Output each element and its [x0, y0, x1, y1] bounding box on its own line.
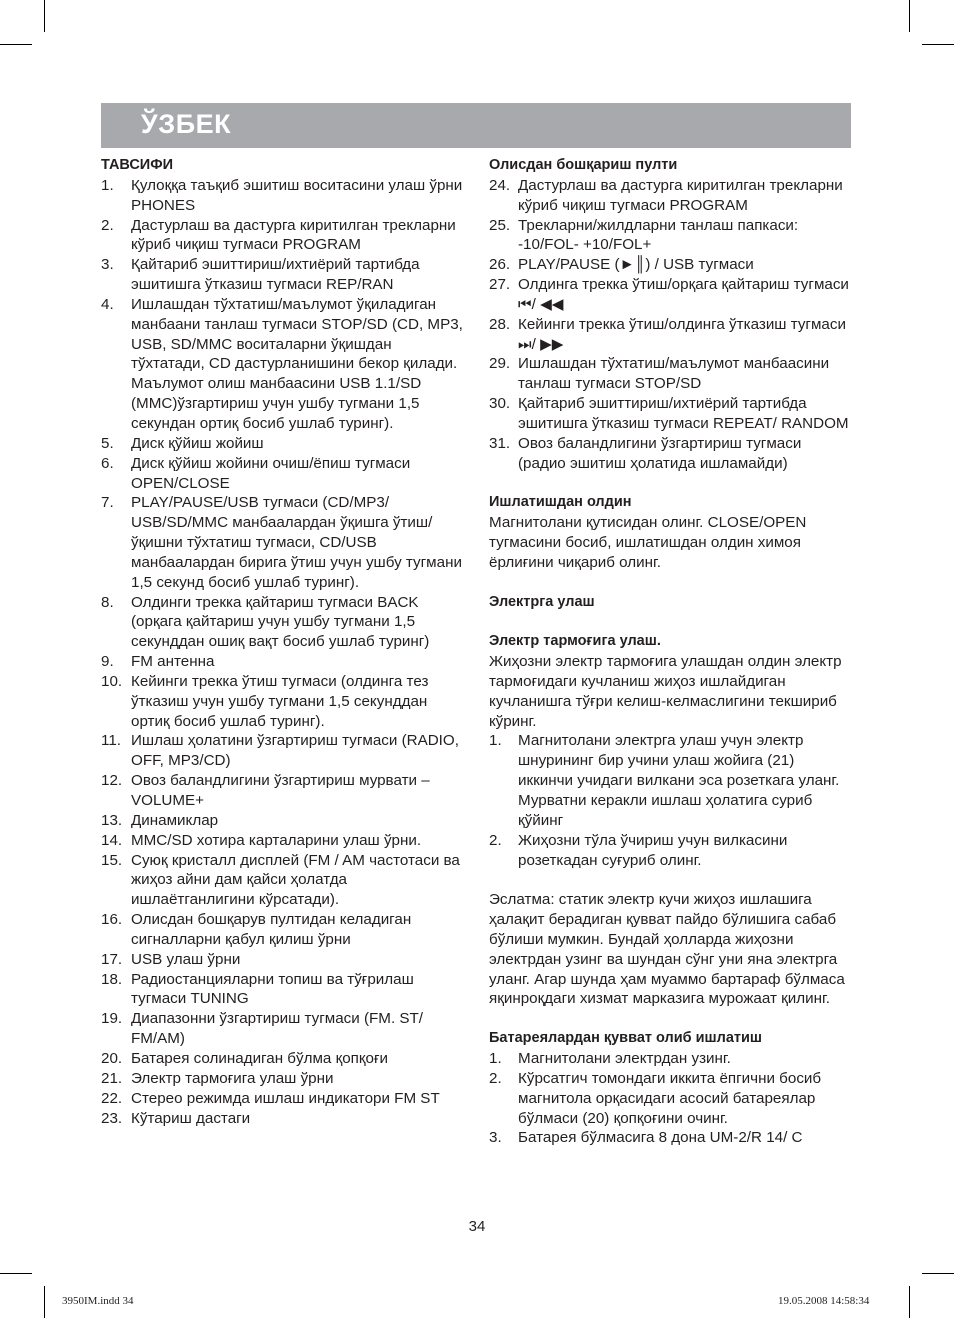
list-item-text: Дастурлаш ва дастурга киритилган трекларни кўриб чиқиш тугмаси PROGRAM [131, 216, 456, 254]
list-item-number: 16. [101, 911, 123, 929]
list-item-number: 8. [101, 593, 114, 611]
list-item [101, 811, 469, 831]
list-item-number: 6. [101, 454, 114, 472]
list-item-text: Диапазонни ўзгартириш тугмаси (FM. ST/ FM/AM) [131, 1010, 424, 1048]
list-item-text: Олдинга трекка ўтиш/орқага қайтариш тугмаси ⏮/ ◀◀ [518, 276, 849, 313]
list-item-number: 20. [101, 1049, 123, 1067]
crop-mark [44, 0, 45, 32]
crop-mark [909, 0, 910, 32]
crop-mark [0, 1273, 32, 1274]
list-item-text: Ишлашдан тўхтатиш/маълумот ўқиладиган манбаани танлаш тугмаси STOP/SD (CD, MP3, USB, SD/MMC воситаларни ўқишдан тўхтатади, CD дастурланишини бекор қилади. Маълумот олиш манбаасини USB 1.1/SD (MMC)ўзгартириш учун ушбу тугмани 1,5 секундан ортиқ босиб ушлаб туринг). [131, 295, 463, 432]
list-item [101, 1069, 469, 1089]
list-item [489, 394, 849, 434]
list-item-number: 4. [101, 295, 114, 313]
list-item-text: Қайтариб эшиттириш/ихтиёрий тартибда эшитишга ўтказиш тугмаси REPEAT/ RANDOM [518, 395, 849, 432]
list-item [101, 493, 469, 592]
language-banner [101, 103, 851, 148]
list-item-text: Кейинги трекка ўтиш/олдинга ўтказиш тугмаси ⏭/ ▶▶ [518, 315, 846, 353]
crop-mark [922, 44, 954, 45]
remote-list [489, 176, 849, 474]
battery-heading: Батареялардан қувват олиб ишлатиш [489, 1030, 762, 1047]
list-item [101, 176, 469, 216]
footer-datetime: 19.05.2008 14:58:34 [778, 1295, 870, 1307]
list-item-text: Овоз баландлигини ўзгартириш тугмаси (радио эшитиш ҳолатида ишламайди) [518, 434, 802, 472]
description-list [101, 176, 469, 1129]
list-item-number: 17. [101, 950, 123, 968]
list-item [101, 1049, 469, 1069]
list-item [101, 652, 469, 672]
list-item-text: Олдинги трекка қайтариш тугмаси BACK (орқага қайтариш учун ушбу тугмани 1,5 секунддан ошиқ вақт босиб ушлаб туринг) [131, 593, 430, 651]
list-item [489, 1069, 849, 1129]
list-item-number: 2. [489, 831, 502, 849]
list-item [101, 910, 469, 950]
list-item [101, 950, 469, 970]
list-item-number: 2. [489, 1069, 502, 1087]
mains-heading: Электр тармоғига улаш. [489, 633, 661, 650]
list-item-number: 7. [101, 494, 114, 512]
before-use-text: Магнитолани қутисидан олинг. CLOSE/OPEN тугмасини босиб, ишлатишдан олдин химоя ёрлиғини чиқариб олинг. [489, 514, 807, 571]
list-item-text: MMC/SD хотира карталарини улаш ўрни. [131, 831, 422, 849]
list-item-text: Магнитолани электрдан узинг. [518, 1049, 731, 1067]
list-item [489, 275, 849, 315]
list-item-number: 15. [101, 851, 123, 869]
crop-mark [0, 44, 32, 45]
list-item [101, 672, 469, 732]
list-item-text: Овоз баландлигини ўзгартириш мурвати – VOLUME+ [131, 772, 430, 809]
list-item-number: 31. [489, 434, 511, 452]
list-item-text: FM антенна [131, 653, 215, 671]
list-item-text: Стерео режимда ишлаш индикатори FM ST [131, 1089, 440, 1107]
list-item [101, 1009, 469, 1049]
list-item [101, 434, 469, 454]
list-item-text: PLAY/PAUSE/USB тугмаси (CD/MP3/ USB/SD/MMC манбаалардан ўқишга ўтиш/ўқишни тўхтатиш тугмаси, CD/USB манбаалардан бирига ўтиш учун ушбу тугмани 1,5 секунд босиб ушлаб туринг). [131, 494, 462, 591]
list-item-number: 28. [489, 315, 511, 333]
list-item [489, 434, 849, 474]
list-item-number: 29. [489, 355, 511, 373]
list-item-number: 23. [101, 1109, 123, 1127]
left-column [101, 156, 469, 1128]
list-item-text: Олисдан бошқарув пултидан келадиган сигналларни қабул қилиш ўрни [131, 911, 412, 948]
list-item-number: 30. [489, 395, 511, 413]
list-item [489, 1049, 849, 1069]
list-item [101, 216, 469, 256]
list-item-number: 18. [101, 970, 123, 988]
power-heading: Электрга улаш [489, 593, 595, 610]
note-text: Эслатма: статик электр кучи жиҳоз ишлашига ҳалақит берадиган қувват пайдо бўлишига сабаб бўлиши мумкин. Бундай ҳолларда жиҳозни электрдан узинг ва шундан сўнг уни яна электрга уланг. Агар шунда ҳам муаммо бартараф бўлмаса яқинроқдаги хизмат марказига мурожаат қилинг. [489, 891, 845, 1008]
list-item [489, 1128, 849, 1148]
list-item [101, 255, 469, 295]
list-item-number: 5. [101, 434, 114, 452]
list-item-number: 11. [101, 732, 121, 750]
list-item [489, 255, 849, 275]
list-item-number: 9. [101, 653, 114, 671]
list-item-text: Жиҳозни тўла ўчириш учун вилкасини розеткадан суғуриб олинг. [518, 831, 788, 869]
list-item-number: 1. [489, 732, 502, 750]
list-item-text: Кўтариш дастаги [131, 1109, 251, 1127]
list-item-text: Ишлаш ҳолатини ўзгартириш тугмаси (RADIO, OFF, MP3/CD) [131, 732, 459, 770]
list-item [489, 176, 849, 216]
list-item-number: 26. [489, 256, 511, 274]
list-item [489, 216, 849, 256]
list-item-number: 12. [101, 772, 123, 790]
remote-heading: Олисдан бошқариш пулти [489, 157, 678, 173]
mains-list [489, 731, 849, 870]
page-number: 34 [468, 1218, 486, 1235]
list-item-text: Радиостанцияларни топиш ва тўғрилаш тугмаси TUNING [131, 970, 414, 1008]
list-item-number: 2. [101, 216, 114, 234]
crop-mark [909, 1286, 910, 1318]
list-item [101, 731, 469, 771]
list-item-text: Батарея бўлмасига 8 дона UM-2/R 14/ С [518, 1129, 803, 1147]
description-heading: ТАВСИФИ [101, 157, 174, 173]
battery-list [489, 1049, 849, 1148]
list-item [101, 454, 469, 494]
list-item-text: Қайтариб эшиттириш/ихтиёрий тартибда эшитишга ўтказиш тугмаси REP/RAN [131, 256, 420, 294]
list-item-number: 27. [489, 276, 511, 294]
list-item-text: Диск қўйиш жойиш [131, 434, 264, 452]
list-item-text: Қулоққа таъқиб эшитиш воситасини улаш ўрни PHONES [131, 176, 463, 214]
list-item [101, 1109, 469, 1129]
list-item-text: PLAY/PAUSE (►║) / USB тугмаси [518, 256, 754, 274]
list-item-number: 13. [101, 811, 123, 829]
list-item [489, 731, 849, 830]
mains-text: Жиҳозни электр тармоғига улашдан олдин электр тармоғидаги кучланиш жиҳоз ишлайдиган кучланишга тўғри келиш-келмаслигини текшириб кўринг. [489, 653, 842, 730]
list-item [101, 1089, 469, 1109]
list-item-text: Трекларни/жилдларни танлаш папкаси: -10/FOL- +10/FOL+ [518, 216, 799, 254]
before-use-heading: Ишлатишдан олдин [489, 494, 632, 511]
list-item [101, 831, 469, 851]
crop-mark [44, 1286, 45, 1318]
list-item-number: 10. [101, 672, 123, 690]
list-item-text: USB улаш ўрни [131, 950, 241, 968]
list-item-text: Магнитолани электрга улаш учун электр шнурининг бир учини улаш жойига (21) иккинчи учидаги вилкани эса розеткага уланг. Мурватни керакли ишлаш ҳолатига суриб қўйинг [518, 732, 840, 829]
list-item-text: Батарея солинадиган бўлма қопқоғи [131, 1049, 389, 1067]
list-item-text: Кейинги трекка ўтиш тугмаси (олдинга тез ўтказиш учун ушбу тугмани 1,5 секунддан ортиқ босиб ушлаб туринг). [131, 672, 429, 730]
list-item-text: Суюқ кристалл дисплей (FM / AM частотаси ва жиҳоз айни дам қайси ҳолатда ишлаётганлигини кўрсатади). [131, 851, 460, 909]
list-item [101, 970, 469, 1010]
list-item-text: Кўрсатгич томондаги иккита ёпгични босиб магнитола орқасидаги асосий батареялар бўлмаси (20) қопқоғини очинг. [518, 1069, 822, 1127]
crop-mark [922, 1273, 954, 1274]
list-item [489, 354, 849, 394]
list-item-number: 19. [101, 1010, 123, 1028]
list-item-number: 24. [489, 176, 511, 194]
list-item-text: Дастурлаш ва дастурга киритилган трекларни кўриб чиқиш тугмаси PROGRAM [518, 176, 843, 214]
page-title: ЎЗБЕК [141, 109, 232, 139]
list-item [101, 593, 469, 653]
list-item-text: Ишлашдан тўхтатиш/маълумот манбаасини танлаш тугмаси STOP/SD [518, 355, 830, 393]
list-item-number: 22. [101, 1089, 123, 1107]
list-item [101, 771, 469, 811]
list-item [101, 851, 469, 911]
list-item-text: Диск қўйиш жойини очиш/ёпиш тугмаси OPEN/CLOSE [131, 454, 411, 492]
footer-file: 3950IM.indd 34 [62, 1295, 134, 1307]
list-item-number: 3. [101, 256, 114, 274]
list-item [489, 831, 849, 871]
list-item-number: 1. [489, 1049, 502, 1067]
list-item-number: 25. [489, 216, 511, 234]
right-column [489, 156, 849, 1148]
list-item [489, 315, 849, 355]
list-item-text: Электр тармоғига улаш ўрни [131, 1069, 334, 1087]
list-item-number: 3. [489, 1129, 502, 1147]
list-item-number: 1. [101, 176, 114, 194]
list-item-number: 21. [101, 1069, 123, 1087]
list-item [101, 295, 469, 434]
list-item-number: 14. [101, 831, 123, 849]
list-item-text: Динамиклар [131, 811, 219, 829]
